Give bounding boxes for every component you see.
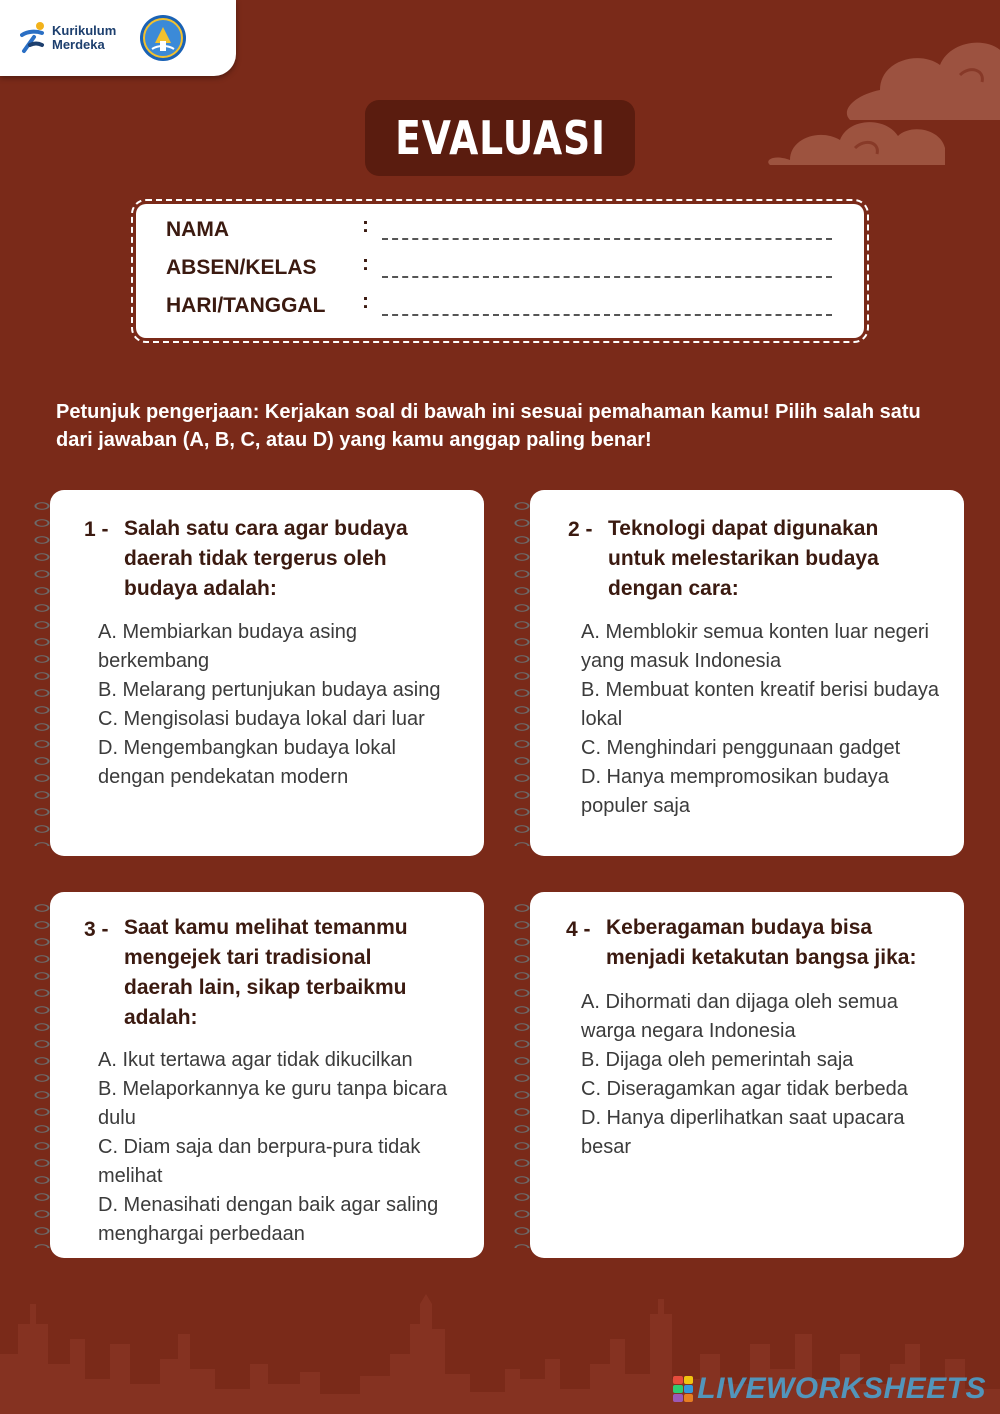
option-a[interactable]: A. Dihormati dan dijaga oleh semua warga negara Indonesia xyxy=(581,991,898,1042)
question-card-2 xyxy=(530,490,964,856)
option-c[interactable]: C. Mengisolasi budaya lokal dari luar xyxy=(98,708,425,730)
option-b[interactable]: B. Melaporkannya ke guru tanpa bicara dulu xyxy=(98,1078,448,1129)
spiral-binding xyxy=(28,500,72,846)
question-text: Teknologi dapat digunakan untuk melestarikan budaya dengan cara: xyxy=(608,517,879,600)
option-d[interactable]: D. Hanya diperlihatkan saat upacara besar xyxy=(581,1107,905,1158)
question-number: 1 - xyxy=(84,518,109,541)
cloud-decoration-icon xyxy=(760,20,1000,180)
question-options xyxy=(98,618,468,792)
question-text: Salah satu cara agar budaya daerah tidak tergerus oleh budaya adalah: xyxy=(124,517,408,600)
question-number: 2 - xyxy=(568,518,593,541)
spiral-binding xyxy=(28,902,72,1248)
question-card-4 xyxy=(530,892,964,1258)
option-a[interactable]: A. Ikut tertawa agar tidak dikucilkan xyxy=(98,1049,413,1071)
logo-header xyxy=(0,0,236,76)
option-c[interactable]: C. Menghindari penggunaan gadget xyxy=(581,737,901,759)
question-options xyxy=(581,988,953,1162)
option-b[interactable]: B. Membuat konten kreatif berisi budaya lokal xyxy=(581,679,939,730)
option-d[interactable]: D. Mengembangkan budaya lokal dengan pendekatan modern xyxy=(98,737,396,788)
option-c[interactable]: C. Diam saja dan berpura-pura tidak melihat xyxy=(98,1136,421,1187)
info-label: HARI/TANGGAL xyxy=(166,294,326,317)
question-card-1 xyxy=(50,490,484,856)
option-c[interactable]: C. Diseragamkan agar tidak berbeda xyxy=(581,1078,908,1100)
logo-line-1: Kurikulum xyxy=(52,23,117,38)
info-row-hari-tanggal xyxy=(136,292,864,330)
absen-kelas-answer-line[interactable] xyxy=(382,276,832,278)
question-number: 4 - xyxy=(566,918,591,941)
question-text: Keberagaman budaya bisa menjadi ketakutan bangsa jika: xyxy=(606,916,917,969)
tut-wuri-handayani-emblem-icon xyxy=(138,13,188,63)
option-b[interactable]: B. Dijaga oleh pemerintah saja xyxy=(581,1049,854,1071)
spiral-binding xyxy=(508,500,552,846)
option-d[interactable]: D. Hanya mempromosikan budaya populer saja xyxy=(581,766,889,817)
question-options xyxy=(98,1046,470,1249)
kurikulum-merdeka-logo xyxy=(20,21,116,55)
info-colon: : xyxy=(362,214,369,237)
info-colon: : xyxy=(362,252,369,275)
question-number: 3 - xyxy=(84,918,109,941)
info-colon: : xyxy=(362,290,369,313)
question-card-3 xyxy=(50,892,484,1258)
kurikulum-merdeka-icon xyxy=(20,21,46,55)
hari-tanggal-answer-line[interactable] xyxy=(382,314,832,316)
student-info-box xyxy=(136,204,864,338)
logo-line-2: Merdeka xyxy=(52,37,105,52)
question-text: Saat kamu melihat temanmu mengejek tari tradisional daerah lain, sikap terbaikmu adalah: xyxy=(124,916,408,1029)
option-a[interactable]: A. Membiarkan budaya asing berkembang xyxy=(98,621,358,672)
title-banner xyxy=(365,100,635,176)
liveworksheets-logo-icon xyxy=(673,1376,693,1402)
info-label: NAMA xyxy=(166,218,229,241)
option-b[interactable]: B. Melarang pertunjukan budaya asing xyxy=(98,679,441,701)
option-d[interactable]: D. Menasihati dengan baik agar saling menghargai perbedaan xyxy=(98,1194,439,1245)
info-label: ABSEN/KELAS xyxy=(166,256,317,279)
liveworksheets-watermark xyxy=(673,1372,986,1406)
nama-answer-line[interactable] xyxy=(382,238,832,240)
question-options xyxy=(581,618,951,821)
option-a[interactable]: A. Memblokir semua konten luar negeri yang masuk Indonesia xyxy=(581,621,929,672)
watermark-text: LIVEWORKSHEETS xyxy=(697,1372,986,1405)
info-row-absen-kelas xyxy=(136,254,864,292)
page-title: EVALUASI xyxy=(394,111,606,165)
spiral-binding xyxy=(508,902,552,1248)
info-row-nama xyxy=(136,216,864,254)
instructions-text: Petunjuk pengerjaan: Kerjakan soal di bawah ini sesuai pemahaman kamu! Pilih salah satu dari jawaban (A, B, C, atau D) yang kamu anggap paling benar! xyxy=(56,401,921,451)
